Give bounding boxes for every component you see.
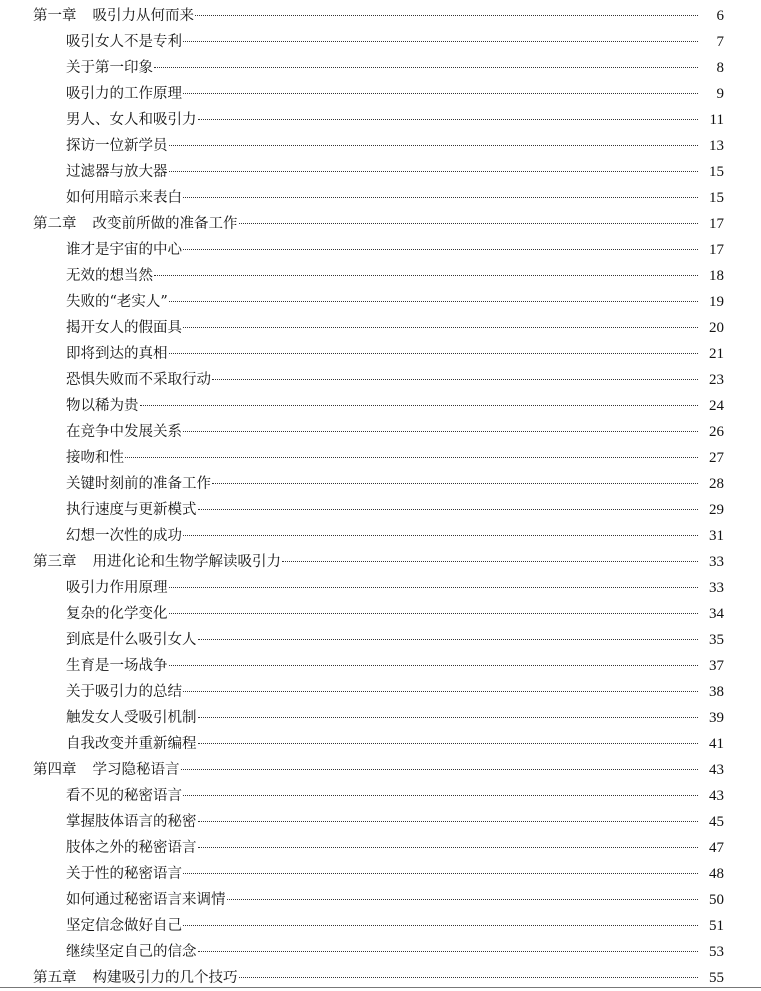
page-number: 51 <box>709 918 724 934</box>
dot-leader <box>198 717 699 718</box>
section-title: 自我改变并重新编程 <box>66 736 197 752</box>
dot-leader <box>183 691 698 692</box>
section-title: 恐惧失败而不采取行动 <box>66 372 211 388</box>
section-title: 肢体之外的秘密语言 <box>66 840 197 856</box>
page-number: 48 <box>709 866 724 882</box>
page-number: 6 <box>716 8 724 24</box>
section-title: 坚定信念做好自己 <box>66 918 182 934</box>
table-of-contents <box>0 3 761 991</box>
toc-entry-label <box>66 627 197 653</box>
page-number: 7 <box>716 34 724 50</box>
page-number: 17 <box>709 242 724 258</box>
toc-section-entry[interactable] <box>0 887 761 913</box>
toc-section-entry[interactable] <box>0 159 761 185</box>
page-number: 43 <box>709 788 724 804</box>
page-number: 19 <box>709 294 724 310</box>
toc-entry-label <box>66 81 182 107</box>
section-title: 幻想一次性的成功 <box>66 528 182 544</box>
dot-leader <box>198 847 699 848</box>
dot-leader <box>169 353 699 354</box>
dot-leader <box>212 379 698 380</box>
section-title: 复杂的化学变化 <box>66 606 168 622</box>
toc-section-entry[interactable] <box>0 367 761 393</box>
section-title: 探访一位新学员 <box>66 138 168 154</box>
bottom-rule <box>0 987 761 988</box>
toc-section-entry[interactable] <box>0 731 761 757</box>
page-number: 37 <box>709 658 724 674</box>
section-title: 关于第一印象 <box>66 60 153 76</box>
toc-section-entry[interactable] <box>0 939 761 965</box>
toc-entry-label <box>66 861 182 887</box>
toc-section-entry[interactable] <box>0 705 761 731</box>
toc-entry-label <box>66 523 182 549</box>
toc-entry-label <box>66 705 197 731</box>
chapter-number: 第五章 <box>33 970 77 986</box>
toc-entry-label <box>66 913 182 939</box>
toc-entry-label <box>66 367 211 393</box>
toc-entry-label <box>66 263 153 289</box>
toc-chapter-entry[interactable] <box>0 211 761 237</box>
chapter-number: 第四章 <box>33 762 77 778</box>
section-title: 掌握肢体语言的秘密 <box>66 814 197 830</box>
toc-section-entry[interactable] <box>0 861 761 887</box>
section-title: 接吻和性 <box>66 450 124 466</box>
chapter-number: 第一章 <box>33 8 77 24</box>
section-title: 谁才是宇宙的中心 <box>66 242 182 258</box>
section-title: 关键时刻前的准备工作 <box>66 476 211 492</box>
section-title: 在竞争中发展关系 <box>66 424 182 440</box>
page-number: 18 <box>709 268 724 284</box>
toc-entry-label <box>66 497 197 523</box>
toc-entry-label <box>66 393 139 419</box>
toc-entry-label <box>66 731 197 757</box>
toc-entry-label <box>66 341 168 367</box>
section-title: 吸引女人不是专利 <box>66 34 182 50</box>
dot-leader <box>239 223 699 224</box>
page-number: 33 <box>709 554 724 570</box>
dot-leader <box>169 587 699 588</box>
dot-leader <box>154 67 698 68</box>
page-number: 55 <box>709 970 724 986</box>
chapter-title: 构建吸引力的几个技巧 <box>92 970 238 986</box>
toc-entry-label <box>66 107 197 133</box>
dot-leader <box>198 821 699 822</box>
toc-section-entry[interactable] <box>0 627 761 653</box>
dot-leader <box>183 41 698 42</box>
page-number: 43 <box>709 762 724 778</box>
toc-section-entry[interactable] <box>0 55 761 81</box>
dot-leader <box>169 665 699 666</box>
chapter-title: 吸引力从何而来 <box>92 8 194 24</box>
toc-section-entry[interactable] <box>0 289 761 315</box>
dot-leader <box>183 925 698 926</box>
dot-leader <box>183 197 698 198</box>
section-title: 触发女人受吸引机制 <box>66 710 197 726</box>
page-number: 31 <box>709 528 724 544</box>
toc-section-entry[interactable] <box>0 575 761 601</box>
toc-section-entry[interactable] <box>0 835 761 861</box>
toc-section-entry[interactable] <box>0 783 761 809</box>
toc-section-entry[interactable] <box>0 471 761 497</box>
page-number: 35 <box>709 632 724 648</box>
toc-entry-label <box>33 549 281 575</box>
toc-section-entry[interactable] <box>0 497 761 523</box>
dot-leader <box>198 639 699 640</box>
page-number: 24 <box>709 398 724 414</box>
section-title: 物以稀为贵 <box>66 398 139 414</box>
page-number: 29 <box>709 502 724 518</box>
page-number: 53 <box>709 944 724 960</box>
toc-entry-label <box>66 835 197 861</box>
page-number: 47 <box>709 840 724 856</box>
toc-entry-label <box>66 679 182 705</box>
toc-entry-label <box>33 3 194 29</box>
toc-chapter-entry[interactable] <box>0 3 761 29</box>
page-number: 45 <box>709 814 724 830</box>
page-number: 50 <box>709 892 724 908</box>
dot-leader <box>181 769 699 770</box>
toc-section-entry[interactable] <box>0 523 761 549</box>
page-number: 13 <box>709 138 724 154</box>
toc-chapter-entry[interactable] <box>0 757 761 783</box>
dot-leader <box>183 93 698 94</box>
toc-entry-label <box>66 809 197 835</box>
toc-section-entry[interactable] <box>0 419 761 445</box>
toc-section-entry[interactable] <box>0 133 761 159</box>
section-title: 到底是什么吸引女人 <box>66 632 197 648</box>
toc-entry-label <box>33 211 238 237</box>
page-number: 11 <box>709 112 724 128</box>
dot-leader <box>169 171 699 172</box>
toc-entry-label <box>66 887 226 913</box>
dot-leader <box>239 977 699 978</box>
dot-leader <box>169 613 699 614</box>
toc-entry-label <box>66 55 153 81</box>
toc-section-entry[interactable] <box>0 393 761 419</box>
page-number: 21 <box>709 346 724 362</box>
toc-entry-label <box>66 653 168 679</box>
section-title: 关于性的秘密语言 <box>66 866 182 882</box>
toc-entry-label <box>33 757 180 783</box>
section-title: 关于吸引力的总结 <box>66 684 182 700</box>
dot-leader <box>212 483 698 484</box>
page-number: 38 <box>709 684 724 700</box>
toc-entry-label <box>66 783 182 809</box>
section-title: 失败的“老实人” <box>66 294 168 310</box>
page-number: 15 <box>709 164 724 180</box>
dot-leader <box>198 509 699 510</box>
dot-leader <box>198 119 699 120</box>
section-title: 过滤器与放大器 <box>66 164 168 180</box>
section-title: 男人、女人和吸引力 <box>66 112 197 128</box>
page-number: 20 <box>709 320 724 336</box>
toc-chapter-entry[interactable] <box>0 549 761 575</box>
toc-entry-label <box>66 419 182 445</box>
section-title: 吸引力作用原理 <box>66 580 168 596</box>
toc-entry-label <box>66 29 182 55</box>
chapter-title: 改变前所做的准备工作 <box>92 216 238 232</box>
page-number: 34 <box>709 606 724 622</box>
toc-entry-label <box>66 159 168 185</box>
dot-leader <box>183 873 698 874</box>
toc-section-entry[interactable] <box>0 81 761 107</box>
toc-entry-label <box>66 575 168 601</box>
chapter-title: 学习隐秘语言 <box>92 762 180 778</box>
chapter-number: 第三章 <box>33 554 77 570</box>
toc-entry-label <box>66 471 211 497</box>
section-title: 揭开女人的假面具 <box>66 320 182 336</box>
toc-section-entry[interactable] <box>0 809 761 835</box>
toc-entry-label <box>66 445 124 471</box>
toc-section-entry[interactable] <box>0 913 761 939</box>
section-title: 如何用暗示来表白 <box>66 190 182 206</box>
toc-entry-label <box>66 289 168 315</box>
chapter-number: 第二章 <box>33 216 77 232</box>
toc-section-entry[interactable] <box>0 445 761 471</box>
chapter-title: 用进化论和生物学解读吸引力 <box>92 554 281 570</box>
toc-section-entry[interactable] <box>0 653 761 679</box>
page-number: 39 <box>709 710 724 726</box>
toc-section-entry[interactable] <box>0 679 761 705</box>
dot-leader <box>125 457 698 458</box>
section-title: 如何通过秘密语言来调情 <box>66 892 226 908</box>
toc-section-entry[interactable] <box>0 237 761 263</box>
page-number: 28 <box>709 476 724 492</box>
dot-leader <box>183 431 698 432</box>
toc-section-entry[interactable] <box>0 185 761 211</box>
toc-section-entry[interactable] <box>0 29 761 55</box>
dot-leader <box>198 743 699 744</box>
section-title: 执行速度与更新模式 <box>66 502 197 518</box>
page-number: 9 <box>716 86 724 102</box>
dot-leader <box>183 535 698 536</box>
toc-entry-label <box>66 185 182 211</box>
section-title: 看不见的秘密语言 <box>66 788 182 804</box>
page-number: 27 <box>709 450 724 466</box>
section-title: 无效的想当然 <box>66 268 153 284</box>
dot-leader <box>227 899 699 900</box>
dot-leader <box>183 327 698 328</box>
toc-entry-label <box>66 315 182 341</box>
section-title: 继续坚定自己的信念 <box>66 944 197 960</box>
dot-leader <box>169 145 699 146</box>
section-title: 生育是一场战争 <box>66 658 168 674</box>
toc-section-entry[interactable] <box>0 341 761 367</box>
toc-section-entry[interactable] <box>0 107 761 133</box>
toc-entry-label <box>66 939 197 965</box>
page-number: 33 <box>709 580 724 596</box>
page-number: 17 <box>709 216 724 232</box>
section-title: 即将到达的真相 <box>66 346 168 362</box>
toc-entry-label <box>66 601 168 627</box>
toc-section-entry[interactable] <box>0 263 761 289</box>
dot-leader <box>183 249 698 250</box>
dot-leader <box>140 405 699 406</box>
dot-leader <box>183 795 698 796</box>
toc-entry-label <box>66 133 168 159</box>
toc-section-entry[interactable] <box>0 601 761 627</box>
toc-entry-label <box>66 237 182 263</box>
dot-leader <box>198 951 699 952</box>
page-number: 23 <box>709 372 724 388</box>
dot-leader <box>282 561 698 562</box>
page-number: 15 <box>709 190 724 206</box>
dot-leader <box>195 15 698 16</box>
toc-section-entry[interactable] <box>0 315 761 341</box>
dot-leader <box>154 275 698 276</box>
page-number: 26 <box>709 424 724 440</box>
page-number: 41 <box>709 736 724 752</box>
page-number: 8 <box>716 60 724 76</box>
section-title: 吸引力的工作原理 <box>66 86 182 102</box>
dot-leader <box>169 301 698 302</box>
